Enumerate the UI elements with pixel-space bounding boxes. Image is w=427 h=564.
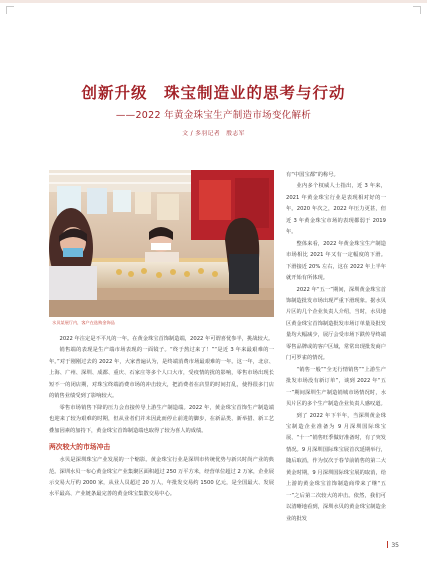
right-paragraph-5: “销售一般”“全无行情销售”“上游生产批发市场没有新订单”，谈到 2022 年“五一”期间深圳生产制造销城市场情况时，水贝片区的多个生产制造企业负责人感叹道。: [286, 366, 386, 408]
article-byline: 文 / 多羽记者 殷志军: [182, 131, 245, 137]
left-paragraph-2: 销售端的表现是生产端市场表现的一面镜子。“终于熬过来了！”“是近 3 年来最艰难的一年。”对于刚刚过去的 2022 年，大家普遍认为，是终端消费市场最艰难的一年。这一年，北京、上海、广州、深圳、成都、重庆、石家庄等多个人口大市，受疫情的扰的影响，零售市场出现长短不一的闭店期，对珠宝终端消费市场的冲击较大，把消费者在店里的时间打乱，使得很多门店的销售业绩受到了影响较大。: [49, 347, 274, 400]
right-column: [286, 170, 386, 525]
right-paragraph-4: 2022 年“五一”期间，深圳黄金珠宝首饰制造批发市场出现严重下滑现象。据水贝片区的几个企业负责人介绍，当时，水贝地区黄金珠宝首饰制造批发市场订单量及批发量均大幅减少，展厅会受市场下跌传导终端零售品牌或的客户区域，常常出现批发商户门可罗雀的情况。: [286, 286, 386, 362]
article-title: 创新升级 珠宝制造业的思考与行动: [81, 83, 346, 102]
page-number-value: 35: [391, 542, 399, 549]
showroom-photo: [49, 170, 274, 317]
right-paragraph-6: 到了 2022 年下半年，当深圳黄金珠宝制造企业准备为 9 月深圳国际珠宝展、“十一”销售旺季做好准备时，有了突发情况。9 月深圳国际珠宝展首次延期举行，随后取消，作为仅次于春节前销售的第二大黄金时期，9 月深圳国际珠宝展的取消，给上游的黄金珠宝首饰制造商带来了继“五一”之后第二次较大的冲击。依然，我们可以清晰地看到，深圳水贝的黄金珠宝制造企业的批发: [286, 412, 386, 522]
left-paragraph-1: 2022 年注定是不平凡的一年。在黄金珠宝首饰制造端，2022 年可谓喜忧参半，挑战较大。: [59, 336, 274, 342]
top-rule: [0, 0, 427, 3]
page-number-divider: [387, 541, 388, 548]
page-number: [387, 541, 399, 549]
right-paragraph-2: 业内多个权威人士指出，近 3 年来，2021 年黄金珠宝行业是表现相对好的一年。2020 年次之，2022 年压力更甚，但近 3 年黄金珠宝市场的表现都弱于 2019 年。: [286, 183, 386, 236]
right-paragraph-3: 整体来看，2022 年黄金珠宝生产制造市场相比 2021 年又有一定幅度的下滑。下滑接近 20% 左右，这在 2022 年上半年就开始有所体现。: [286, 240, 386, 282]
left-column: [49, 334, 274, 501]
photo-caption: 水贝某展厅内，客户在选购金饰品: [52, 320, 115, 325]
crop-mark-top-right: [413, 6, 421, 14]
section-heading: 两次较大的市场冲击: [49, 443, 111, 452]
right-paragraph-1: 有“中国宝都”的称号。: [286, 172, 339, 178]
crop-mark-top-left: [6, 6, 14, 14]
article-subtitle: ——2022 年黄金珠宝生产制造市场变化解析: [115, 110, 312, 121]
section-paragraph-1: 水贝是深圳珠宝产业发展的一个缩影。黄金珠宝行业是深圳市传统优势与新兴时尚产业的典范。深圳水贝一布心黄金珠宝产业集聚区面积超过 250 万平方米，经营单位超过 2 万家，企业展示交易大厅约 2000 家，从业人员超过 20 万人，年批发交易约 1500 亿元，是全国最大、发展水平最高、产业链条最完善的黄金珠宝集散交易中心。: [49, 457, 274, 498]
left-paragraph-3: 零售市场销售下降的压力会直接传导上游生产制造端。2022 年，黄金珠宝首饰生产制造端也迎来了较为艰难的时期，但从业者们并未因此而停止前进的脚步，在新品类、新举措、新工艺叠加因素的加持下，黄金珠宝首饰制造端也取得了较为喜人的成绩。: [49, 404, 274, 434]
